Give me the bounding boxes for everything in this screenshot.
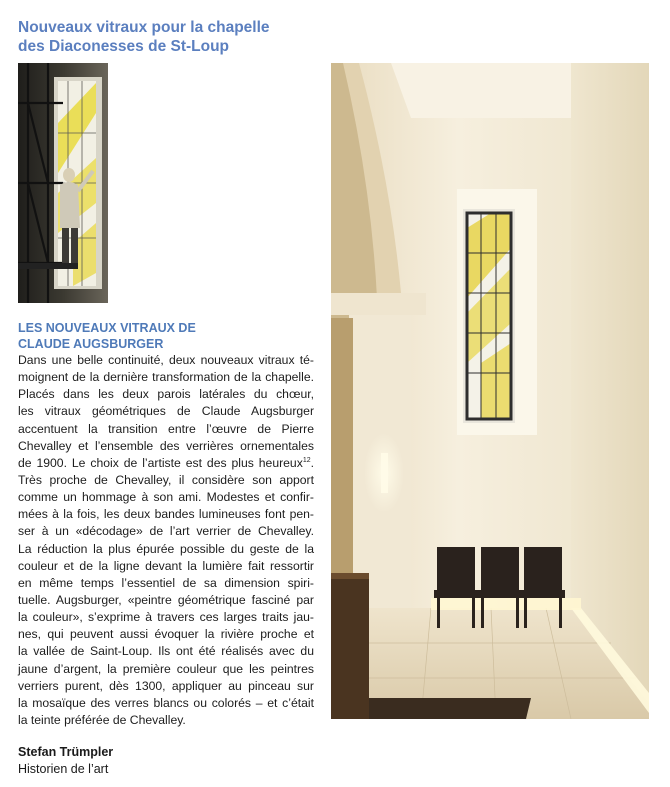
article-title	[18, 18, 318, 56]
title-line-1: Nouveaux vitraux pour la chapelle	[18, 19, 270, 36]
article-line: de 1900. Le choix de l’artiste est des plus heureux	[18, 455, 303, 470]
article-line: en même temps l’essentiel de sa dimension spiri-	[18, 575, 314, 590]
article-line: accentuent la transition entre l’œuvre de Pierre	[18, 421, 314, 436]
section-heading-line-1: LES NOUVEAUX VITRAUX DE	[18, 321, 196, 335]
article-line: mées à la fois, les deux bandes lumineuses font pen-	[18, 507, 314, 522]
article-line: nes, qui peuvent aussi évoquer la rivière proche et	[18, 627, 314, 642]
article-line: Chevalley et l’ensemble des verrières ornementales	[18, 438, 314, 453]
title-line-2: des Diaconesses de St-Loup	[18, 38, 230, 55]
article-line: la vallée de Saint-Loup. Ils ont été réalisés avec du	[18, 644, 314, 659]
article-body	[18, 352, 314, 729]
article-line: Dans une belle continuité, deux nouveaux vitraux té-	[18, 353, 314, 367]
article-line: moignent de la dernière transformation de la chapelle.	[18, 370, 314, 385]
article-line: ser à un «décodage» de l’art verrier de Chevalley.	[18, 524, 314, 539]
article-line: les vitraux géométriques de Claude Augsburger	[18, 404, 314, 419]
article-line: La réduction la plus épurée possible du geste de la	[18, 541, 314, 556]
chapel-interior-photo	[331, 63, 649, 719]
section-heading-line-2: CLAUDE AUGSBURGER	[18, 337, 164, 351]
article-line: comme un hommage à son ami. Modestes et confir-	[18, 490, 314, 505]
worker-on-scaffold-photo	[18, 63, 108, 303]
article-line: tuelle. Augsburger, «peintre géométrique fasciné par	[18, 592, 314, 607]
author-name: Stefan Trümpler	[18, 745, 114, 759]
author-block	[18, 744, 318, 778]
article-line: couleur et de la ligne devant la lumière fait ressortir	[18, 558, 314, 573]
article-line: la mosaïque des verres blancs ou colorés – et c’était	[18, 695, 314, 710]
article-line: Très proche de Chevalley, il considère son apport	[18, 472, 314, 487]
article-line: verriers purent, dès 1300, appliquer au pinceau sur	[18, 678, 314, 693]
article-line-with-footnote: de 1900. Le choix de l’artiste est des plus heureux$^{12}$.	[18, 455, 314, 470]
author-role: Historien de l’art	[18, 762, 109, 776]
article-line: la teinte préférée de Chevalley.	[18, 712, 186, 727]
article-line: Placés dans les deux parois latérales du chœur,	[18, 387, 314, 402]
article-line: jaune d’argent, la première couleur que les peintres	[18, 661, 314, 676]
footnote-ref: 12	[302, 456, 311, 464]
article-line: la couleur», s’exprime à travers ces larges traits jau-	[18, 610, 314, 625]
section-heading	[18, 320, 318, 352]
